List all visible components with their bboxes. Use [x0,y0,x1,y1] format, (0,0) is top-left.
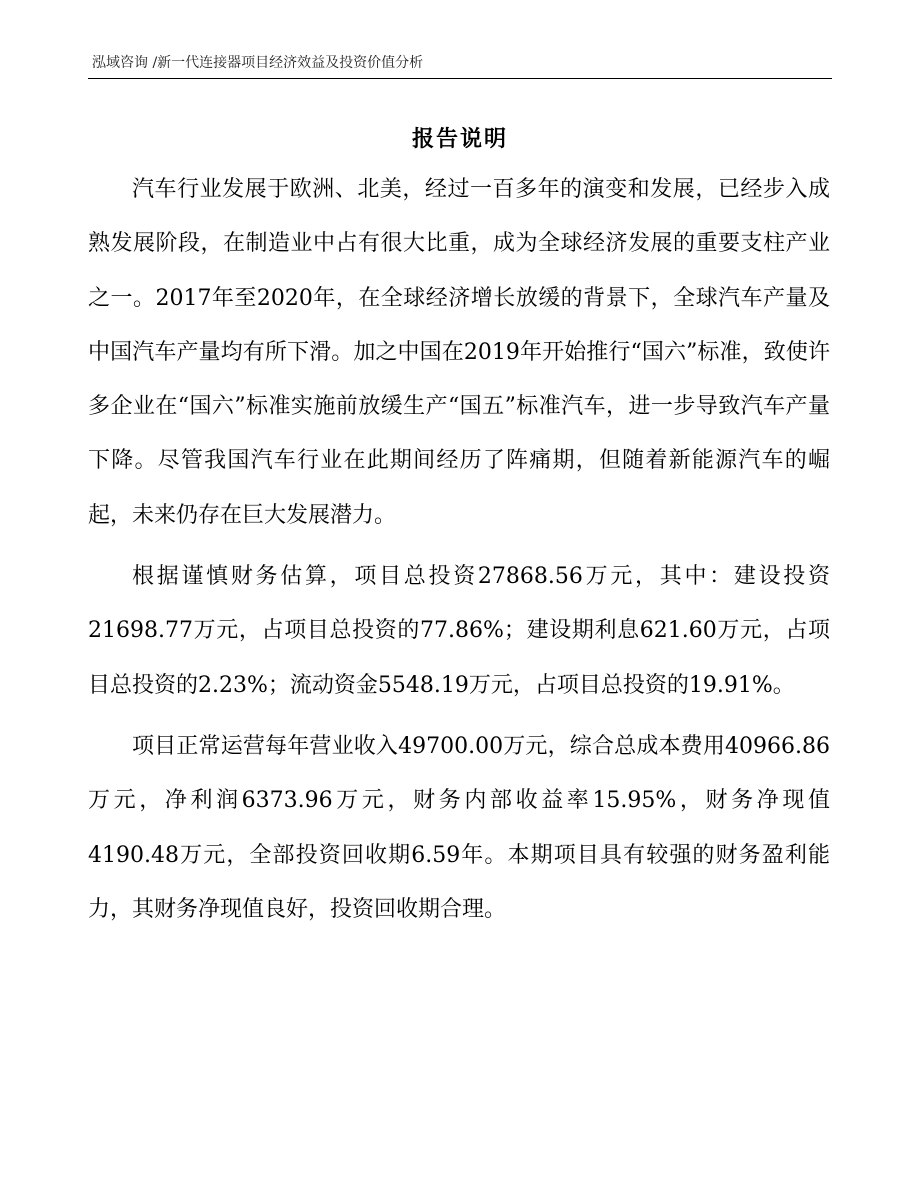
header-divider [88,78,832,79]
paragraph-industry-background: 汽车行业发展于欧洲、北美，经过一百多年的演变和发展，已经步入成熟发展阶段，在制造业中占有很大比重，成为全球经济发展的重要支柱产业之一。2017年至2020年，在全球经济增长放缓的背景下，全球汽车产量及中国汽车产量均有所下滑。加之中国在2019年开始推行“国六”标准，致使许多企业在“国六”标准实施前放缓生产“国五”标准汽车，进一步导致汽车产量下降。尽管我国汽车行业在此期间经历了阵痛期，但随着新能源汽车的崛起，未来仍存在巨大发展潜力。 [88,177,830,528]
running-header: 泓域咨询 /新一代连接器项目经济效益及投资价值分析 [92,55,424,71]
page-title: 报告说明 [411,126,508,152]
paragraph-financial-performance: 项目正常运营每年营业收入49700.00万元，综合总成本费用40966.86万元，净利润6373.96万元，财务内部收益率15.95%，财务净现值4190.48万元，全部投资回收期6.59年。本期项目具有较强的财务盈利能力，其财务净现值良好，投资回收期合理。 [88,733,830,922]
report-body [88,163,830,937]
paragraph-investment-estimate: 根据谨慎财务估算，项目总投资27868.56万元，其中：建设投资21698.77万元，占项目总投资的77.86%；建设期利息621.60万元，占项目总投资的2.23%；流动资金5548.19万元，占项目总投资的19.91%。 [88,564,830,698]
